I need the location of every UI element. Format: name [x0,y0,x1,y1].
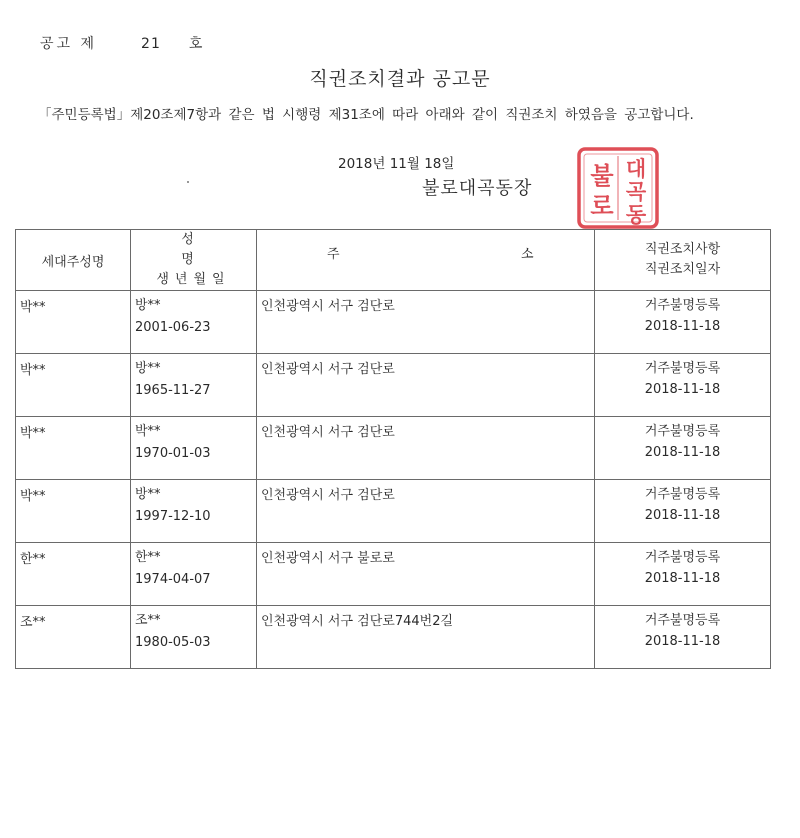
action-cell [595,480,771,543]
household-head-cell: 박** [16,354,131,417]
action-type: 거주불명등록 [644,424,721,439]
person-birth: 1980-05-03 [135,635,211,650]
address-cell: 인천광역시 서구 검단로 [257,291,595,354]
action-type: 거주불명등록 [644,361,721,376]
address-cell: 인천광역시 서구 검단로744번2길 [257,606,595,669]
seal-text-right-3: 동 [625,202,647,227]
household-head-cell: 조** [16,606,131,669]
address-cell: 인천광역시 서구 불로로 [257,543,595,606]
action-date: 2018-11-18 [644,508,721,523]
action-type: 거주불명등록 [644,298,721,313]
person-birth: 1965-11-27 [135,383,211,398]
person-birth: 1970-01-03 [135,446,211,461]
action-date: 2018-11-18 [644,445,721,460]
records-table [15,229,771,669]
official-seal-stamp [576,146,660,230]
person-birth: 2001-06-23 [135,320,211,335]
action-cell [595,417,771,480]
person-cell [131,417,257,480]
header-action-type: 직권조치사항 [644,242,721,257]
person-birth: 1974-04-07 [135,572,211,587]
person-name: 방** [135,487,161,502]
person-birth: 1997-12-10 [135,509,211,524]
household-head-cell: 박** [16,291,131,354]
household-head-cell: 박** [16,480,131,543]
issuer-name: 불로대곡동장 [422,178,533,199]
person-name: 방** [135,298,161,313]
address-cell: 인천광역시 서구 검단로 [257,417,595,480]
document-title: 직권조치결과 공고문 [309,68,491,90]
action-date: 2018-11-18 [644,382,721,397]
action-type: 거주불명등록 [644,613,721,628]
person-name: 한** [135,550,161,565]
seal-text-left-1: 불 [590,161,614,190]
seal-text-right-2: 곡 [625,179,647,204]
address-cell: 인천광역시 서구 검단로 [257,354,595,417]
notice-suffix: 호 [188,36,204,52]
address-cell: 인천광역시 서구 검단로 [257,480,595,543]
table-row [16,606,771,669]
header-household-head: 세대주성명 [16,230,131,291]
action-cell [595,291,771,354]
action-cell [595,606,771,669]
notice-number-value: 21 [141,36,161,52]
header-action-date: 직권조치일자 [644,262,721,277]
person-cell [131,480,257,543]
notice-number [40,33,203,53]
header-birth: 생년월일 [156,272,231,287]
notice-label: 공고 제 [40,36,98,52]
table-row [16,543,771,606]
table-header-row [16,230,771,291]
notice-date: 2018년 11월 18일 [338,156,455,172]
household-head-cell: 박** [16,417,131,480]
table-row [16,291,771,354]
header-name: 성 명 [181,232,246,267]
header-action [595,230,771,291]
header-address [257,230,595,291]
household-head-cell: 한** [16,543,131,606]
seal-text-right-1: 대 [625,156,647,181]
person-name: 박** [135,424,161,439]
person-cell [131,606,257,669]
action-type: 거주불명등록 [644,487,721,502]
header-address-left: 주 [327,247,340,262]
table-row [16,354,771,417]
person-cell [131,543,257,606]
action-date: 2018-11-18 [644,634,721,649]
table-row [16,417,771,480]
header-address-right: 소 [521,247,534,262]
header-name-birth [131,230,257,291]
table-row [16,480,771,543]
seal-text-left-2: 로 [590,191,614,220]
action-date: 2018-11-18 [644,571,721,586]
action-date: 2018-11-18 [644,319,721,334]
body-text: 「주민등록법」제20조제7항과 같은 법 시행령 제31조에 따라 아래와 같이 직권조치 하였음을 공고합니다. [38,107,694,123]
action-cell [595,543,771,606]
action-cell [595,354,771,417]
stray-dot [187,181,189,183]
person-cell [131,354,257,417]
person-name: 방** [135,361,161,376]
action-type: 거주불명등록 [644,550,721,565]
person-cell [131,291,257,354]
person-name: 조** [135,613,161,628]
